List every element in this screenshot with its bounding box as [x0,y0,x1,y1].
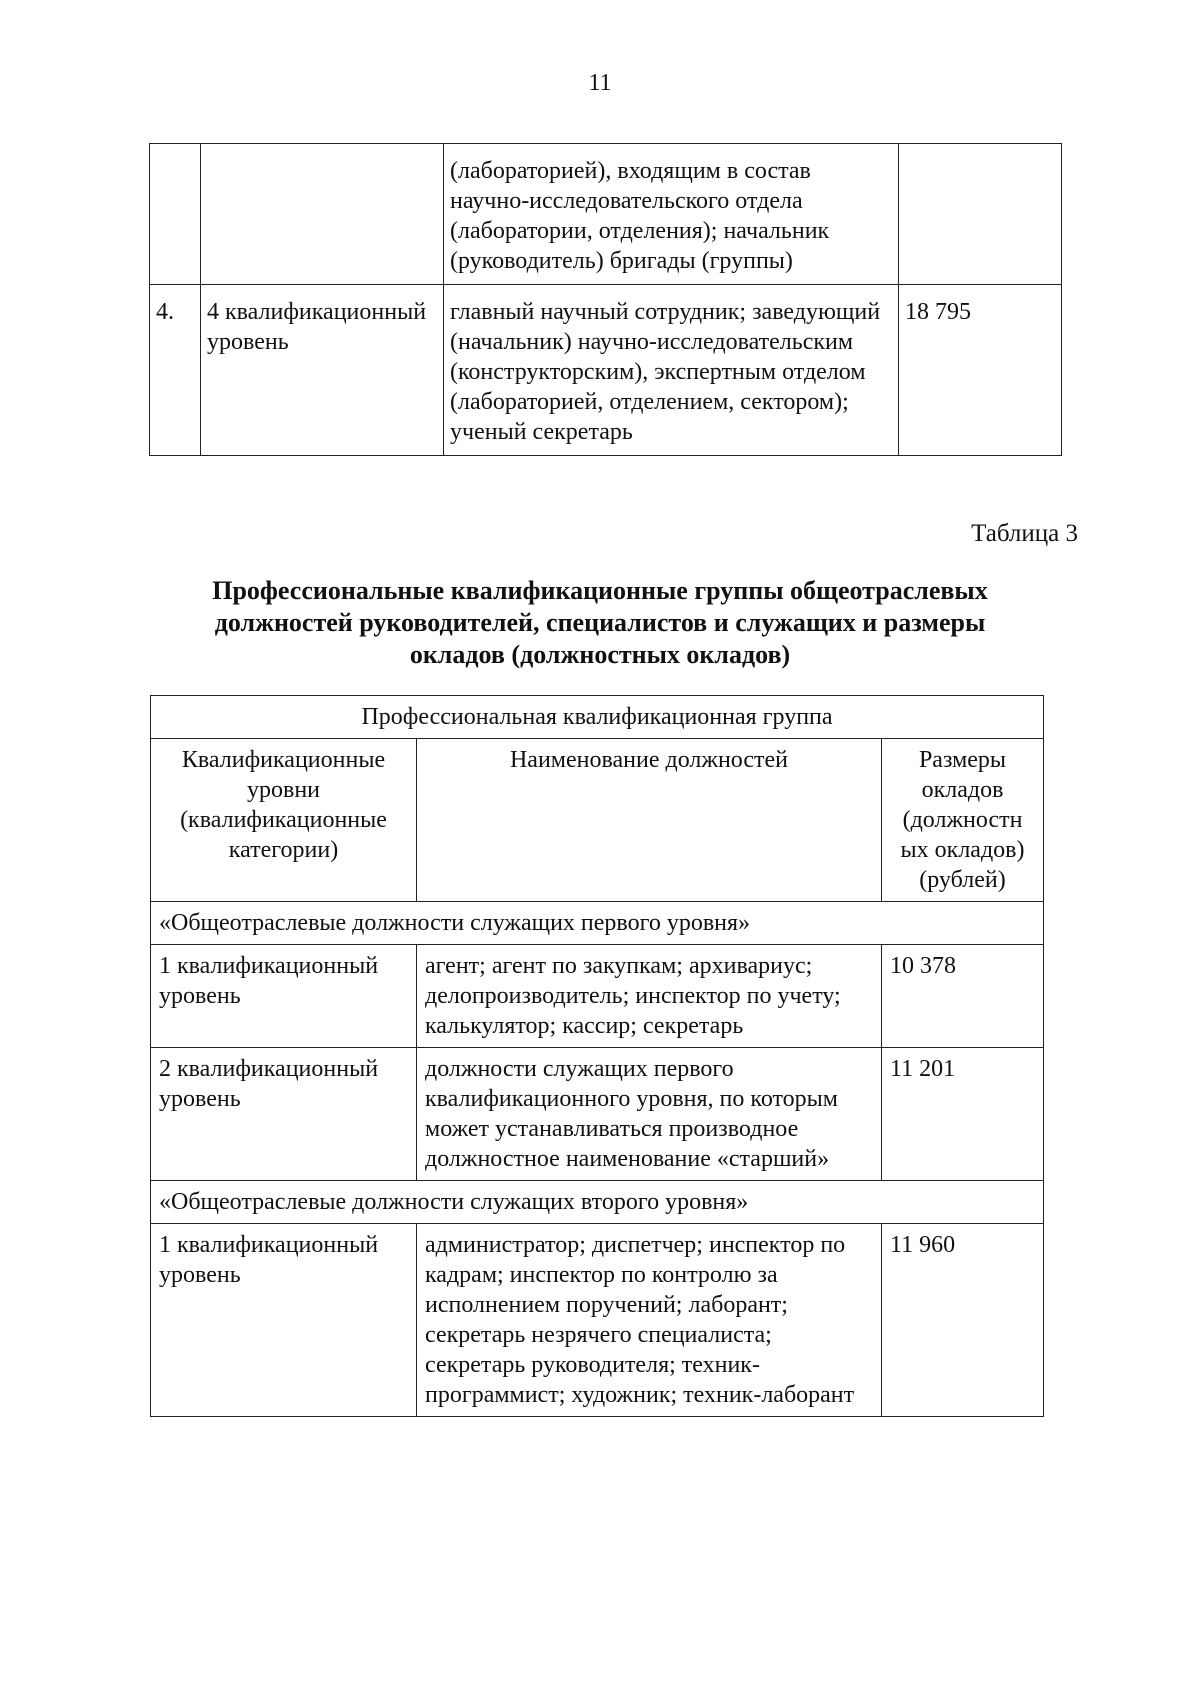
table-row [151,945,1044,1048]
row-number-cell: 4. [150,285,201,456]
salary-cell: 11 960 [882,1224,1044,1417]
column-header-level: Квалификационные уровни (квалификационные категории) [151,739,417,902]
table-header-row [151,696,1044,739]
salary-table [150,695,1044,1417]
table-row [150,285,1062,456]
level-cell: 4 квалификационный уровень [201,285,444,456]
salary-cell: 18 795 [899,285,1062,456]
positions-cell: агент; агент по закупкам; архивариус; делопроизводитель; инспектор по учету; калькулятор; кассир; секретарь [417,945,882,1048]
positions-cell: (лабораторией), входящим в состав научно-исследовательского отдела (лаборатории, отделения); начальник (руководитель) бригады (группы) [444,144,899,285]
group-title-row [151,902,1044,945]
positions-cell: должности служащих первого квалификационного уровня, по которым может устанавливаться производное должностное наименование «старший» [417,1048,882,1181]
group-title-cell: «Общеотраслевые должности служащих второго уровня» [151,1181,1044,1224]
group-title-cell: «Общеотраслевые должности служащих первого уровня» [151,902,1044,945]
positions-cell: главный научный сотрудник; заведующий (начальник) научно-исследовательским (конструкторским), экспертным отделом (лабораторией, отделением, сектором); ученый секретарь [444,285,899,456]
table-label: Таблица 3 [971,520,1078,547]
title-line: Профессиональные квалификационные группы общеотраслевых [212,576,988,605]
row-number-cell [150,144,201,285]
group-header-cell: Профессиональная квалификационная группа [151,696,1044,739]
page-number: 11 [588,70,612,96]
level-cell: 2 квалификационный уровень [151,1048,417,1181]
level-cell [201,144,444,285]
column-header-positions: Наименование должностей [417,739,882,902]
column-header-salary: Размеры окладов (должностн ых окладов) (рублей) [882,739,1044,902]
title-line: должностей руководителей, специалистов и служащих и размеры [214,608,986,637]
positions-cell: администратор; диспетчер; инспектор по кадрам; инспектор по контролю за исполнением поручений; лаборант; секретарь незрячего специалиста; секретарь руководителя; техник-программист; художник; техник-лаборант [417,1224,882,1417]
table-row [151,1224,1044,1417]
document-title [140,575,1060,671]
salary-cell [899,144,1062,285]
table-row [151,1048,1044,1181]
table-row [150,144,1062,285]
title-line: окладов (должностных окладов) [409,640,791,669]
column-header-row [151,739,1044,902]
salary-cell: 11 201 [882,1048,1044,1181]
continuation-table [149,143,1062,456]
level-cell: 1 квалификационный уровень [151,945,417,1048]
salary-cell: 10 378 [882,945,1044,1048]
group-title-row [151,1181,1044,1224]
level-cell: 1 квалификационный уровень [151,1224,417,1417]
